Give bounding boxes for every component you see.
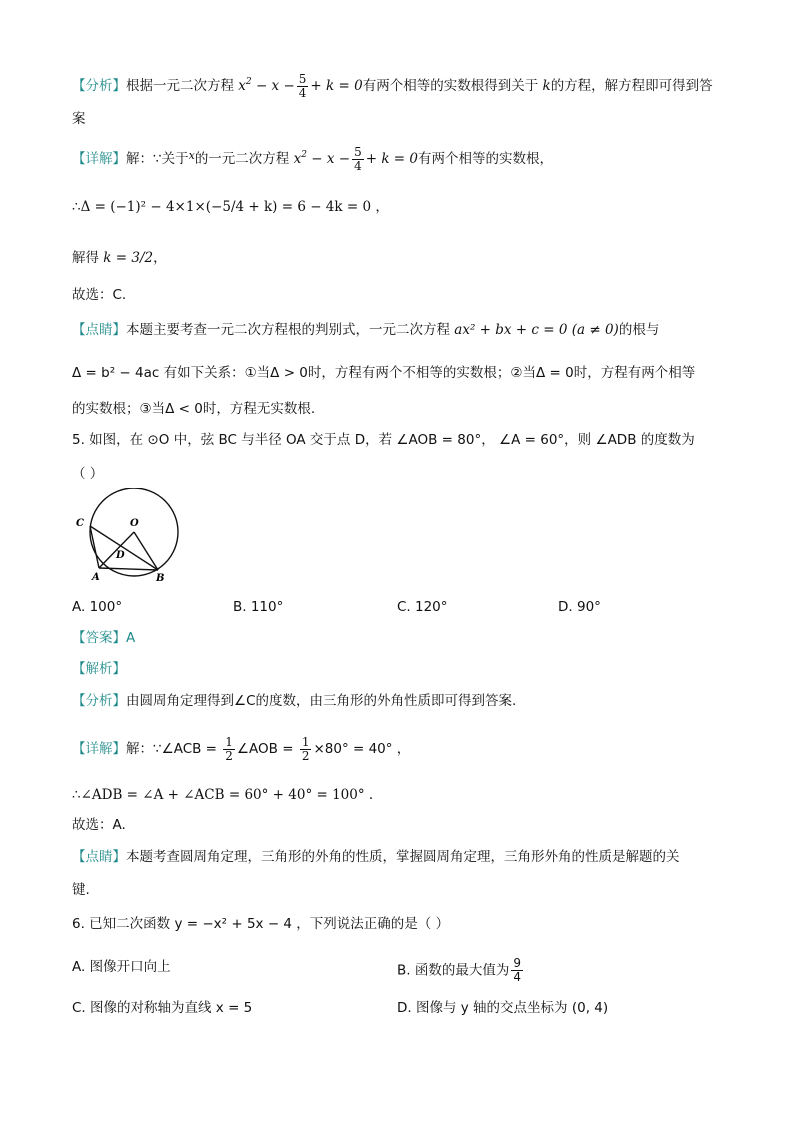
q5-choose: 故选：A. [72,817,126,833]
q5-option-b: B. 110° [233,599,284,615]
analysis-text-pre: 根据一元二次方程 [126,78,234,94]
label-b: B [156,573,165,584]
q4-comment-l2: Δ = b² − 4ac 有如下关系：①当Δ > 0时，方程有两个不相等的实数根；②当Δ = 0时，方程有两个相等 [72,365,696,381]
label-d: D [116,550,125,561]
analysis-text-post: 的方程，解方程即可得到答 [550,78,713,94]
q5-option-c: C. 120° [397,599,448,615]
q6-option-a: A. 图像开口向上 [72,959,171,975]
detail-tag: 【详解】 [72,151,126,167]
q5-stem-l1: 5. 如图，在 ⊙O 中，弦 BC 与半径 OA 交于点 D，若 ∠AOB = 80°， ∠A = 60°，则 ∠ADB 的度数为 [72,432,695,448]
q6-option-c: C. 图像的对称轴为直线 x = 5 [72,1000,253,1016]
q4-choose: 故选：C. [72,287,127,303]
q5-option-a: A. 100° [72,599,123,615]
q6-option-d: D. 图像与 y 轴的交点坐标为 (0, 4) [397,1000,609,1016]
q4-delta-line: ∴Δ = (−1)² − 4×1×(−5/4 + k) = 6 − 4k = 0 ， [72,199,389,215]
analysis-tag: 【分析】 [72,78,126,94]
q5-analysis-line: 【分析】由圆周角定理得到∠C的度数，由三角形的外角性质即可得到答案. [72,693,517,709]
q5-option-d: D. 90° [558,599,601,615]
label-a: A [92,572,100,583]
q4-comment-l1: 【点睛】本题主要考查一元二次方程根的判别式，一元二次方程 ax² + bx + c = 0 (a ≠ 0)的根与 [72,322,660,338]
q5-stem-l2: （ ） [72,466,104,482]
q5-analysis-text: 由圆周角定理得到∠C的度数，由三角形的外角性质即可得到答案. [126,693,517,709]
q5-detail-line: 【详解】解：∵∠ACB = $\frac{1}{2}$ ∠AOB = $\frac{1}{2}$ ×80° = 40° ， [72,735,411,763]
q5-comment-l2: 键. [72,882,90,898]
q4-analysis-cont: 案 [72,111,86,127]
q6-stem: 6. 已知二次函数 y = −x² + 5x − 4 ，下列说法正确的是（ ） [72,916,450,932]
fraction-5-4: $\frac{5}{4}$ [298,72,307,100]
label-c: C [76,518,84,529]
comment-tag: 【点睛】 [72,322,126,338]
solve-result: k = 3/2 [103,250,154,266]
detail-text-post: 有两个相等的实数根， [418,151,554,167]
chord-ca [90,526,99,568]
segment-ab [99,568,158,570]
q6-option-b: B. 函数的最大值为 $\frac{9}{4}$ [397,956,521,984]
analysis-text-mid: 有两个相等的实数根得到关于 [362,78,539,94]
equation-inline: $x^2 - x$ − [238,77,295,94]
detail-text-mid: 的一元二次方程 [194,151,290,167]
q5-comment-l1: 【点睛】本题考查圆周角定理，三角形的外角的性质，掌握圆周角定理，三角形外角的性质是解题的关 [72,849,680,865]
label-o: O [130,518,139,529]
q5-figure-circle [70,488,188,588]
q5-answer: 【答案】A [72,630,136,646]
q5-explain-tag: 【解析】 [72,661,126,677]
q4-comment-l3: 的实数根；③当Δ < 0时，方程无实数根. [72,401,316,417]
radius-ob [134,532,158,570]
q5-result-line: ∴∠ADB = ∠A + ∠ACB = 60° + 40° = 100° . [72,787,374,803]
q4-solve-line: 解得 k = 3/2， [72,250,167,266]
q4-detail-line: 【详解】解：∵关于$^x$的一元二次方程 $x^2 - x$ − $\frac{5}{4}$ + k = 0有两个相等的实数根， [72,145,554,173]
q4-analysis-line: 【分析】根据一元二次方程 $x^2 - x$ − $\frac{5}{4}$ + k = 0有两个相等的实数根得到关于 k的方程，解方程即可得到答 [72,72,713,100]
solve-pre: 解得 [72,250,99,266]
chord-bc [90,526,158,570]
detail-text-pre: 解：∵关于 [126,151,189,167]
